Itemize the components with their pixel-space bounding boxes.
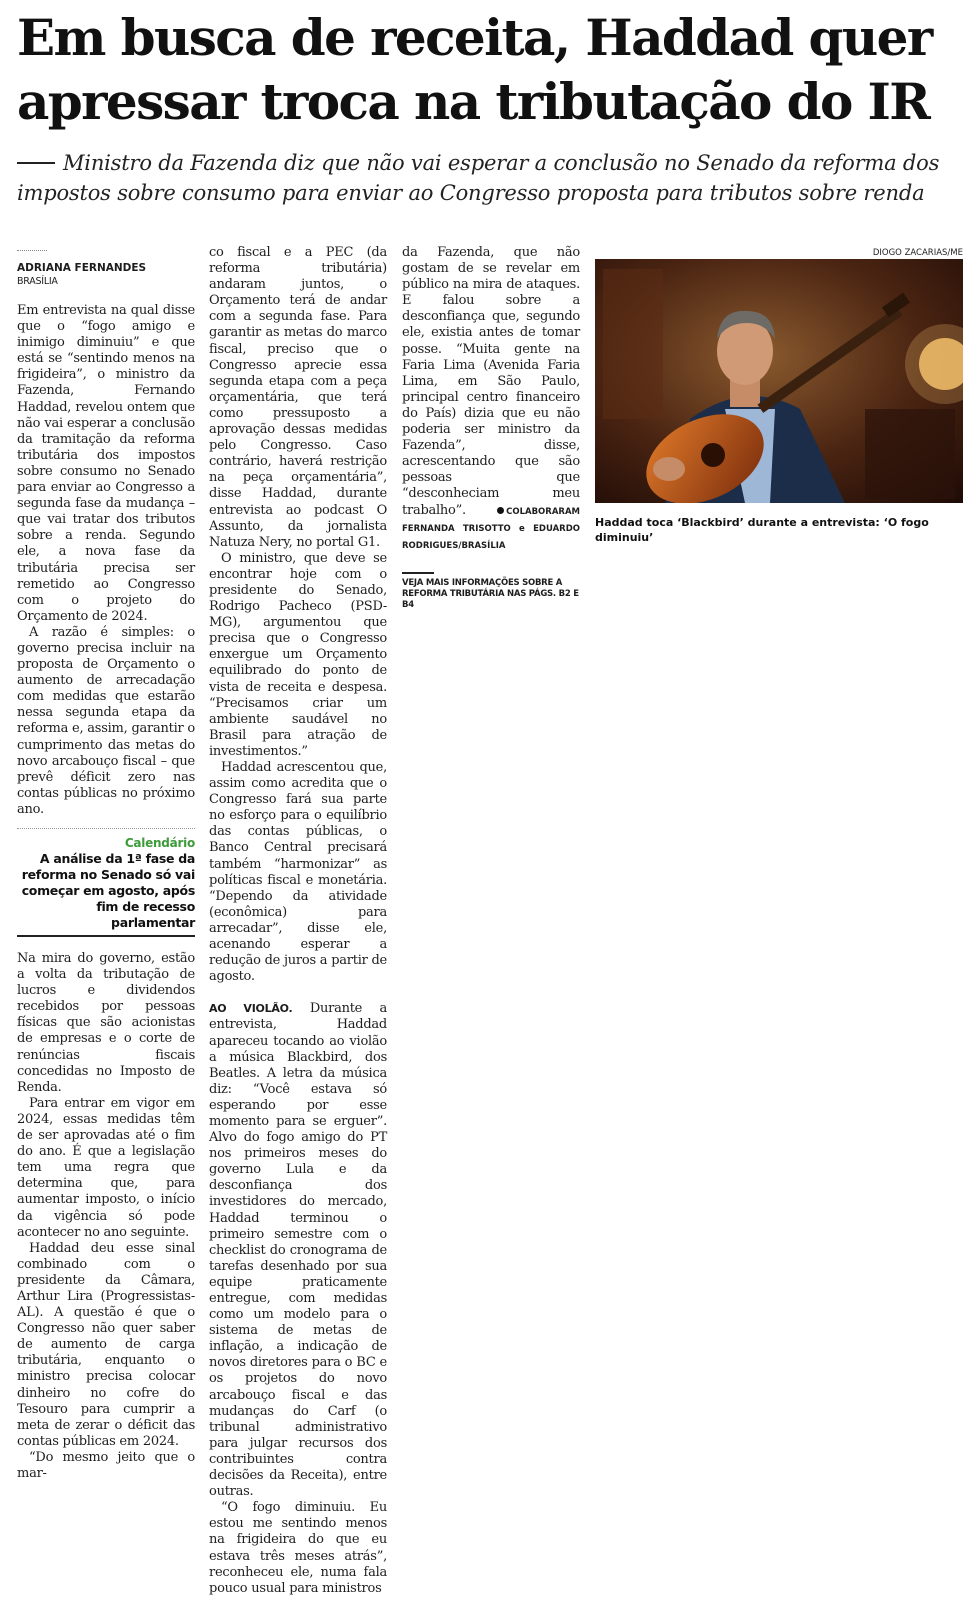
calendar-text: A análise da 1ª fase da reforma no Senado só vai começar em agosto, após fim de recesso parlamentar (21, 851, 195, 930)
photo-caption: Haddad toca ‘Blackbird’ durante a entrevista: ‘O fogo diminuiu’ (595, 516, 929, 544)
byline-divider (17, 250, 47, 251)
calendar-box (17, 828, 195, 937)
end-bullet-icon (497, 507, 504, 514)
paragraph: Na mira do governo, estão a volta da tributação de lucros e dividendos recebidos por pessoas físicas que são acionistas de empresas e o corte de renúncias fiscais concedidas no Imposto de Renda. (17, 951, 195, 1095)
subhead-lead: AO VIOLÃO. (209, 1002, 293, 1016)
deck (17, 148, 957, 208)
paragraph: Para entrar em vigor em 2024, essas medidas têm de ser aprovadas até o fim do ano. É que a legislação tem uma regra que determina que, para aumentar imposto, o início da vigência só pode acontecer no ano seguinte. (17, 1095, 195, 1240)
paragraph: co fiscal e a PEC (da reforma tributária) andaram juntos, o Orçamento terá de andar com a segunda fase. Para garantir as metas do marco fiscal, preciso que o Congresso aprecie essa segunda etapa com a peça orçamentária, que terá como pressuposto a aprovação dessas medidas pelo Congresso. Caso contrário, haverá restrição na peça orçamentária”, disse Haddad, durante entrevista ao podcast O Assunto, da jornalista Natuza Nery, no portal G1. (209, 245, 387, 550)
deck-text: Ministro da Fazenda diz que não vai esperar a conclusão no Senado da reforma dos impostos sobre consumo para enviar ao Congresso proposta para tributos sobre renda (17, 151, 940, 205)
paragraph: “O fogo diminuiu. Eu estou me sentindo menos na frigideira do que eu estava três meses atrás”, reconheceu ele, numa fala pouco usual para ministros (209, 1500, 387, 1596)
calendar-tag: Calendário (124, 836, 195, 850)
paragraph: O ministro, que deve se encontrar hoje com o presidente do Senado, Rodrigo Pacheco (PSD-MG), argumentou que precisa que o Congresso enxergue um Orçamento equilibrado do ponto de vista de receita e despesa. “Precisamos criar um ambiente saudável no Brasil para atração de investimentos.” (209, 550, 387, 759)
collaboration-credit: COLABORARAM FERNANDA TRISOTTO e EDUARDO RODRIGUES/BRASÍLIA (402, 506, 580, 551)
see-more-note: VEJA MAIS INFORMAÇÕES SOBRE A REFORMA TRIBUTÁRIA NAS PÁGS. B2 E B4 (402, 572, 580, 611)
guitar-player-illustration (595, 259, 963, 503)
column-3 (402, 245, 580, 611)
paragraph: Haddad deu esse sinal combinado com o presidente da Câmara, Arthur Lira (Progressistas-AL). A questão é que o Congresso não quer saber de aumento de carga tributária, enquanto o ministro precisa colocar dinheiro no cofre do Tesouro para cumprir a meta de zerar o déficit das contas públicas em 2024. (17, 1240, 195, 1449)
paragraph-text: Durante a entrevista, Haddad apareceu tocando ao violão a música Blackbird, dos Beatles. A letra da música diz: “Você estava só esperando por esse momento para se erguer”. Alvo do fogo amigo do PT nos primeiros meses do governo Lula e da desconfiança dos investidores do mercado, Haddad terminou o primeiro semestre com o checklist do cronograma de tarefas desenhado por sua equipe praticamente entregue, com medidas como um modelo para o sistema de metas de inflação, a indicação de novos diretores para o BC e os projetos do novo arcabouço fiscal e das mudanças do Carf (o tribunal administrativo para julgar recursos dos contribuintes contra decisões da Receita), entre outras. (209, 1001, 387, 1500)
byline-name: ADRIANA FERNANDES (17, 262, 147, 274)
column-1 (17, 244, 195, 1482)
paragraph (402, 245, 580, 554)
paragraph-lead (209, 1001, 387, 1500)
column-2 (209, 245, 387, 1597)
photo-credit: DIOGO ZACARIAS/ME (872, 248, 963, 258)
paragraph: Em entrevista na qual disse que o “fogo amigo e inimigo diminuiu” e que está se “sentindo menos na frigideira”, o ministro da Fazenda, Fernando Haddad, revelou ontem que não vai esperar a conclusão da tramitação da reforma tributária dos impostos sobre consumo no Senado para enviar ao Congresso a segunda fase da mudança – que vai tratar dos tributos sobre a renda. Segundo ele, a nova fase da tributária precisa ser remetido ao Congresso com o projeto do Orçamento de 2024. (17, 303, 195, 624)
paragraph: A razão é simples: o governo precisa incluir na proposta de Orçamento o aumento de arrecadação com medidas que estarão nessa segunda etapa da reforma e, assim, garantir o cumprimento das metas do novo arcabouço fiscal – que prevê déficit zero nas contas públicas no próximo ano. (17, 624, 195, 817)
paragraph: Haddad acrescentou que, assim como acredita que o Congresso fará sua parte no esforço para o equilíbrio das contas públicas, o Banco Central precisará também “harmonizar” as políticas fiscal e monetária. “Dependo da atividade (econômica) para arrecadar”, disse ele, acenando esperar a redução de juros a partir de agosto. (209, 760, 387, 985)
paragraph: “Do mesmo jeito que o mar- (17, 1449, 195, 1481)
deck-rule (17, 162, 55, 164)
paragraph-text: da Fazenda, que não gostam de se revelar em público na mira de ataques. E falou sobre a desconfiança que, segundo ele, existia antes de tomar posse. “Muita gente na Faria Lima (Avenida Faria Lima, em São Paulo, principal centro financeiro do País) dizia que eu não poderia ser ministro da Fazenda”, disse, acrescentando que são pessoas que “desconheciam meu trabalho”. (402, 245, 580, 518)
byline-place: BRASÍLIA (17, 276, 58, 287)
headline: Em busca de receita, Haddad quer apressar troca na tributação do IR (17, 8, 932, 131)
article-photo (595, 259, 963, 503)
